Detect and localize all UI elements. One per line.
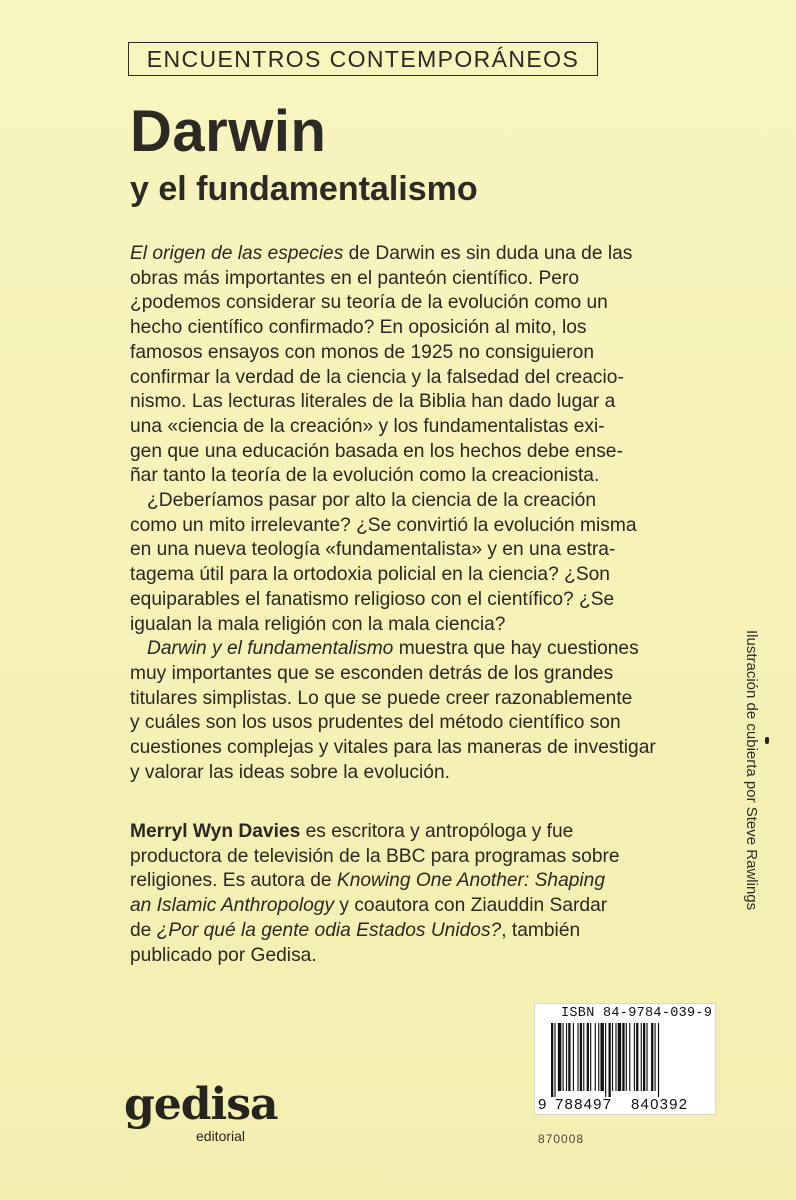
bio-text: y coautora con Ziauddin Sardar	[334, 895, 608, 917]
bio-line	[130, 820, 675, 845]
blurb-italic-title: El origen de las especies	[130, 243, 344, 264]
blurb-text: de Darwin es sin duda una de las	[343, 243, 633, 264]
cover-credit: Ilustración de cubierta por Steve Rawlings	[743, 630, 760, 911]
blurb-line: una «ciencia de la creación» y los fundamentalistas exi-	[130, 415, 605, 437]
blurb-line	[130, 242, 675, 267]
blurb-text: muestra que hay cuestiones	[393, 638, 639, 660]
publisher-sub: editorial	[196, 1128, 246, 1144]
bio-text: de	[130, 919, 157, 941]
blurb-line: igualan la mala religión con la mala ciencia?	[130, 613, 506, 635]
blurb-line: titulares simplistas. Lo que se puede creer razonablemente	[130, 687, 633, 709]
blurb-line: ¿Deberíamos pasar por alto la ciencia de la creación	[147, 490, 597, 512]
blurb-line: y valorar las ideas sobre la evolución.	[130, 761, 450, 783]
blurb-line: hecho científico confirmado? En oposición al mito, los	[130, 317, 587, 339]
blurb-line: cuestiones complejas y vitales para las maneras de investigar	[130, 737, 656, 759]
bio-text: religiones. Es autora de	[130, 870, 337, 892]
ean-right-digits: 840392	[631, 1096, 689, 1113]
blurb-line: tagema útil para la ortodoxia policial en la ciencia? ¿Son	[130, 564, 610, 586]
blurb-line: equiparables el fanatismo religioso con el científico? ¿Se	[130, 588, 615, 610]
blurb-line: famosos ensayos con monos de 1925 no consiguieron	[130, 341, 594, 363]
blurb-line: y cuáles son los usos prudentes del método científico son	[130, 712, 621, 734]
series-label: ENCUENTROS CONTEMPORÁNEOS	[128, 42, 598, 76]
bio-line	[130, 869, 675, 894]
bio-book-title: Knowing One Another: Shaping	[336, 870, 606, 892]
blurb-line: nismo. Las lecturas literales de la Biblia han dado lugar a	[130, 391, 616, 413]
author-bio	[130, 820, 675, 968]
ean-digit: 9	[538, 1096, 547, 1113]
product-code: 870008	[538, 1132, 585, 1146]
barcode-icon	[551, 1023, 701, 1097]
blurb-line: obras más importantes en el panteón científico. Pero	[130, 267, 580, 289]
book-title: Darwin	[130, 99, 327, 164]
bio-text: , también	[501, 919, 581, 941]
bio-line: publicado por Gedisa.	[130, 944, 317, 966]
ean-left-digits: 788497	[555, 1096, 613, 1113]
bio-line	[130, 894, 675, 919]
bio-book-title: an Islamic Anthropology	[130, 895, 335, 917]
blurb-line: muy importantes que se esconden detrás de los grandes	[130, 662, 614, 684]
bio-line: productora de televisión de la BBC para programas sobre	[130, 845, 620, 867]
blurb-line: ¿podemos considerar su teoría de la evolución como un	[130, 292, 608, 314]
blurb-line: en una nueva teología «fundamentalista» y en una estra-	[130, 539, 616, 561]
blurb-line	[130, 637, 675, 662]
isbn-text: ISBN 84-9784-039-9	[561, 1006, 713, 1021]
blurb-line: como un mito irrelevante? ¿Se convirtió la evolución misma	[130, 514, 637, 536]
publisher-logo: gedisa	[124, 1079, 278, 1130]
blurb-line: ñar tanto la teoría de la evolución como la creacionista.	[130, 465, 600, 487]
bio-text: es escritora y antropóloga y fue	[300, 821, 574, 842]
barcode-block	[534, 1003, 716, 1115]
bio-book-title: ¿Por qué la gente odia Estados Unidos?	[156, 919, 502, 941]
blurb-line: confirmar la verdad de la ciencia y la falsedad del creacio-	[130, 366, 624, 388]
bio-line	[130, 919, 675, 944]
book-subtitle: y el fundamentalismo	[130, 170, 478, 208]
blurb	[130, 242, 675, 785]
blurb-italic-title: Darwin y el fundamentalismo	[147, 638, 394, 660]
author-name: Merryl Wyn Davies	[130, 821, 301, 842]
ink-mark	[765, 737, 769, 744]
blurb-line: gen que una educación basada en los hechos debe ense-	[130, 440, 623, 462]
